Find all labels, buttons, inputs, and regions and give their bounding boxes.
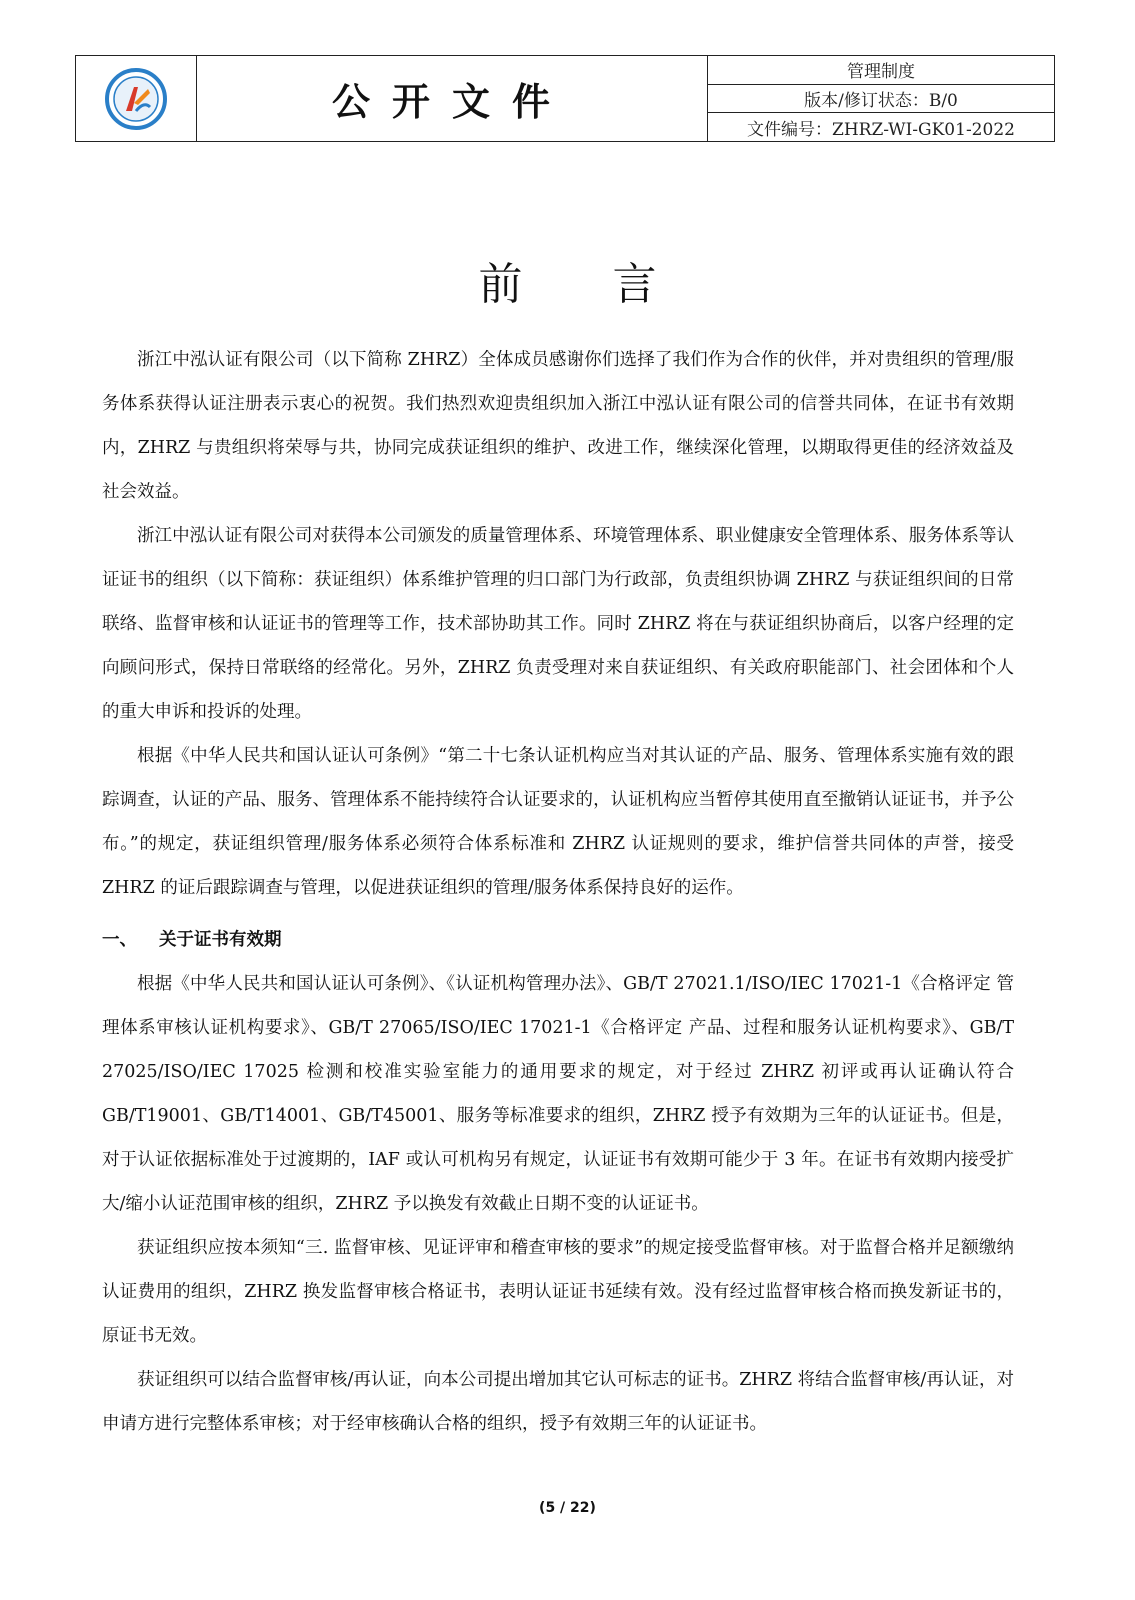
preface-title: 前言 [478, 259, 747, 310]
section-heading [102, 918, 1014, 962]
header-doc-number: 文件编号：ZHRZ-WI-GK01-2022 [708, 112, 1054, 141]
logo-cell [76, 56, 197, 141]
document-header [75, 55, 1055, 142]
paragraph: 获证组织应按本须知“三. 监督审核、见证评审和稽查审核的要求”的规定接受监督审核。对于监督合格并足额缴纳认证费用的组织，ZHRZ 换发监督审核合格证书，表明认证证书延续有效。没有经过监督审核合格而换发新证书的，原证书无效。 [102, 1238, 1014, 1346]
header-category: 管理制度 [847, 62, 915, 83]
paragraph: 根据《中华人民共和国认证认可条例》“第二十七条认证机构应当对其认证的产品、服务、管理体系实施有效的跟踪调查，认证的产品、服务、管理体系不能持续符合认证要求的，认证机构应当暂停其使用直至撤销认证证书，并予公布。”的规定，获证组织管理/服务体系必须符合体系标准和 ZHRZ 认证规则的要求，维护信誉共同体的声誉，接受 ZHRZ 的证后跟踪调查与管理，以促进获证组织的管理/服务体系保持良好的运作。 [102, 746, 1014, 898]
header-version: 版本/修订状态：B/0 [708, 84, 1054, 113]
company-logo [104, 67, 168, 131]
section-title: 关于证书有效期 [159, 930, 282, 950]
section-number: 一、 [102, 930, 137, 950]
header-meta [708, 56, 1054, 141]
paragraph: 获证组织可以结合监督审核/再认证，向本公司提出增加其它认可标志的证书。ZHRZ 将结合监督审核/再认证，对申请方进行完整体系审核；对于经审核确认合格的组织，授予有效期三年的认证证书。 [102, 1370, 1014, 1434]
paragraph: 根据《中华人民共和国认证认可条例》、《认证机构管理办法》、GB/T 27021.1/ISO/IEC 17021-1《合格评定 管理体系审核认证机构要求》、GB/T 27065/ISO/IEC 17021-1《合格评定 产品、过程和服务认证机构要求》、GB/T 27025/ISO/IEC 17025 检测和校准实验室能力的通用要求的规定，对于经过 ZHRZ 初评或再认证确认符合 GB/T19001、GB/T14001、GB/T45001、服务等标准要求的组织，ZHRZ 授予有效期为三年的认证证书。但是，对于认证依据标准处于过渡期的，IAF 或认可机构另有规定，认证证书有效期可能少于 3 年。在证书有效期内接受扩大/缩小认证范围审核的组织，ZHRZ 予以换发有效截止日期不变的认证证书。 [102, 974, 1014, 1214]
document-title: 公开文件 [197, 56, 708, 141]
paragraph: 浙江中泓认证有限公司对获得本公司颁发的质量管理体系、环境管理体系、职业健康安全管理体系、服务体系等认证证书的组织（以下简称：获证组织）体系维护管理的归口部门为行政部，负责组织协调 ZHRZ 与获证组织间的日常联络、监督审核和认证证书的管理等工作，技术部协助其工作。同时 ZHRZ 将在与获证组织协商后，以客户经理的定向顾问形式，保持日常联络的经常化。另外，ZHRZ 负责受理对来自获证组织、有关政府职能部门、社会团体和个人的重大申诉和投诉的处理。 [102, 526, 1014, 722]
page-number: (5 / 22) [539, 1500, 596, 1516]
paragraph: 浙江中泓认证有限公司（以下简称 ZHRZ）全体成员感谢你们选择了我们作为合作的伙伴，并对贵组织的管理/服务体系获得认证注册表示衷心的祝贺。我们热烈欢迎贵组织加入浙江中泓认证有限公司的信誉共同体，在证书有效期内，ZHRZ 与贵组织将荣辱与共，协同完成获证组织的维护、改进工作，继续深化管理，以期取得更佳的经济效益及社会效益。 [102, 350, 1014, 502]
document-body [102, 338, 1014, 1446]
